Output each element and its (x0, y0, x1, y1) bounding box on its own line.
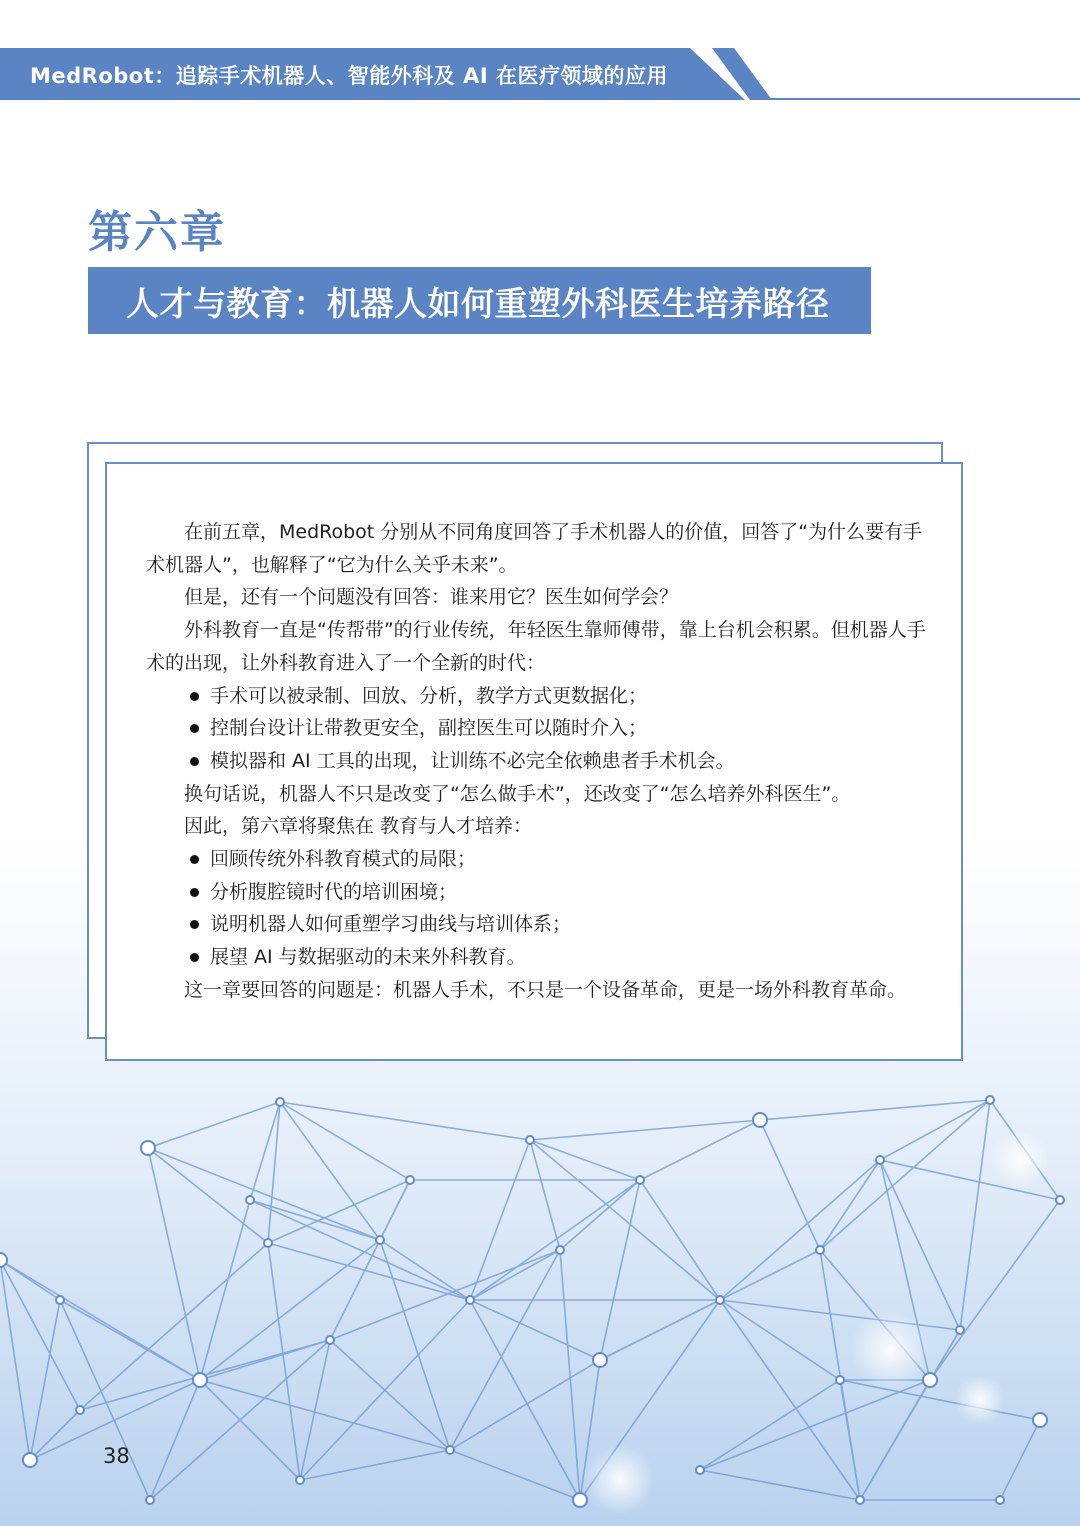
bullet-item (146, 876, 926, 909)
network-node (376, 1236, 384, 1244)
chapter-intro-text (146, 516, 926, 1007)
bullet-dot-icon (190, 724, 199, 733)
network-node (923, 1373, 937, 1387)
network-node (986, 1096, 994, 1104)
bullet-text: 分析腹腔镜时代的培训困境； (210, 880, 458, 903)
network-node (446, 1446, 454, 1454)
bullet-text: 手术可以被录制、回放、分析，教学方式更数据化； (210, 684, 648, 707)
bullet-text: 模拟器和 AI 工具的出现，让训练不必完全依赖患者手术机会。 (210, 749, 735, 772)
network-node (276, 1098, 284, 1106)
running-header-title: MedRobot：追踪手术机器人、智能外科及 AI 在医疗领域的应用 (30, 64, 668, 88)
network-node (753, 1113, 767, 1127)
light-glow (585, 1445, 655, 1515)
intro-paragraph: 在前五章，MedRobot 分别从不同角度回答了手术机器人的价值，回答了“为什么要有手术机器人”，也解释了“它为什么关乎未来”。 (146, 521, 923, 576)
network-node (816, 1246, 824, 1254)
bullet-item (146, 745, 926, 778)
intro-paragraph: 外科教育一直是“传帮带”的行业传统，年轻医生靠师傅带，靠上台机会积累。但机器人手术的出现，让外科教育进入了一个全新的时代： (146, 619, 926, 674)
bullet-list-changes (146, 680, 926, 778)
bullet-dot-icon (190, 920, 199, 929)
network-node (76, 1406, 84, 1414)
network-node (246, 1196, 254, 1204)
page-number: 38 (103, 1444, 130, 1468)
network-node (556, 1246, 564, 1254)
header-rule (760, 98, 1080, 100)
closing-paragraph: 这一章要回答的问题是：机器人手术，不只是一个设备革命，更是一场外科教育革命。 (184, 978, 907, 1001)
bullet-dot-icon (190, 757, 199, 766)
bullet-item (146, 908, 926, 941)
bullet-dot-icon (190, 692, 199, 701)
intro-paragraph: 换句话说，机器人不只是改变了“怎么做手术”，还改变了“怎么培养外科医生”。 (184, 782, 851, 805)
intro-paragraph: 因此，第六章将聚焦在 教育与人才培养： (184, 815, 533, 838)
network-node (466, 1296, 474, 1304)
network-node (296, 1476, 304, 1484)
network-node (406, 1176, 414, 1184)
chapter-label: 第六章 (88, 207, 226, 258)
bullet-dot-icon (190, 888, 199, 897)
network-node (836, 1376, 844, 1384)
network-node (326, 1336, 334, 1344)
network-node (23, 1453, 37, 1467)
network-node (573, 1493, 587, 1507)
network-node (264, 1239, 272, 1247)
bullet-item (146, 712, 926, 745)
intro-paragraph: 但是，还有一个问题没有回答：谁来用它？医生如何学会？ (184, 586, 679, 609)
bullet-item (146, 941, 926, 974)
network-node (526, 1136, 534, 1144)
chapter-title: 人才与教育：机器人如何重塑外科医生培养路径 (126, 284, 830, 323)
network-node (593, 1353, 607, 1367)
network-node (146, 1496, 154, 1504)
network-node (636, 1176, 644, 1184)
network-node (716, 1296, 724, 1304)
bullet-list-focus (146, 843, 926, 974)
network-node (141, 1141, 155, 1155)
network-node (0, 1253, 7, 1267)
bullet-text: 控制台设计让带教更安全，副控医生可以随时介入； (210, 717, 648, 740)
network-node (56, 1296, 64, 1304)
bullet-dot-icon (190, 953, 199, 962)
network-node (956, 1326, 964, 1334)
bullet-dot-icon (190, 855, 199, 864)
network-node (1056, 1196, 1064, 1204)
network-node (193, 1373, 207, 1387)
network-node (996, 1496, 1004, 1504)
light-glow (990, 1130, 1050, 1190)
network-node (696, 1466, 704, 1474)
bullet-item (146, 843, 926, 876)
bullet-text: 回顾传统外科教育模式的局限； (210, 848, 477, 871)
light-glow (850, 1310, 930, 1390)
network-node (1033, 1413, 1047, 1427)
bullet-item (146, 680, 926, 713)
network-node (856, 1496, 864, 1504)
bullet-text: 展望 AI 与数据驱动的未来外科教育。 (210, 946, 526, 969)
network-node (876, 1156, 884, 1164)
bullet-text: 说明机器人如何重塑学习曲线与培训体系； (210, 913, 572, 936)
light-glow (955, 1375, 1005, 1425)
